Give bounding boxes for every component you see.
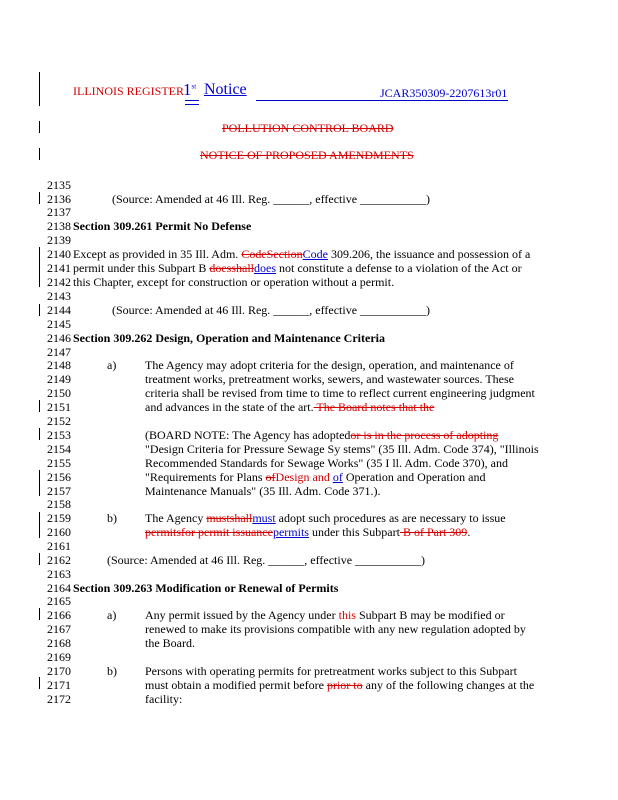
subsection-label: b) [107, 664, 117, 678]
board-note-line: "Design Criteria for Pressure Sewage Sy stems" (35 Ill. Adm. Code 374), "Illinois [145, 442, 539, 456]
line-number: 2151 [47, 400, 71, 414]
line-number: 2171 [47, 678, 71, 692]
paragraph-line: must obtain a modified permit before prior to any of the following changes at the [145, 678, 535, 692]
line-number: 2155 [47, 456, 71, 470]
subsection-label: b) [107, 511, 117, 525]
line-number: 2168 [47, 636, 71, 650]
line-number: 2167 [47, 622, 71, 636]
change-bar [39, 121, 40, 133]
line-number: 2146 [47, 331, 71, 345]
line-number: 2138 [47, 219, 71, 233]
paragraph-line: permitsfor permit issuancepermits under this Subpart B of Part 309. [145, 525, 471, 539]
line-number: 2140 [47, 247, 71, 261]
section-heading: Section 309.262 Design, Operation and Maintenance Criteria [73, 331, 385, 345]
change-bar [39, 553, 40, 565]
change-bar [39, 192, 40, 204]
line-number: 2162 [47, 553, 71, 567]
paragraph-line: renewed to make its provisions compatible with any new regulation adopted by [145, 622, 526, 636]
notice-title: NOTICE OF PROPOSED AMENDMENTS [200, 148, 414, 162]
line-number: 2148 [47, 358, 71, 372]
line-number: 2169 [47, 650, 71, 664]
notice-label: Notice [204, 81, 247, 98]
line-number: 2159 [47, 511, 71, 525]
change-bar [39, 677, 40, 689]
paragraph-line: treatment works, pretreatment works, sewers, and wastewater sources. These [145, 372, 514, 386]
line-number: 2163 [47, 567, 71, 581]
jcar-code: JCAR350309-2207613r01 [380, 86, 508, 100]
paragraph-line: criteria shall be revised from time to time to reflect current engineering judgment [145, 386, 535, 400]
line-number: 2150 [47, 386, 71, 400]
line-number: 2136 [47, 192, 71, 206]
change-bar [39, 148, 40, 160]
page-number-rule [185, 104, 199, 105]
paragraph-line: The Agency mustshallmust adopt such procedures as are necessary to issue [145, 511, 506, 525]
line-number: 2160 [47, 525, 71, 539]
paragraph-line: this Chapter, except for construction or operation without a permit. [73, 275, 395, 289]
change-bar [39, 470, 40, 496]
board-note-line: Maintenance Manuals" (35 Ill. Adm. Code 371.). [145, 484, 381, 498]
subsection-label: a) [107, 358, 117, 372]
paragraph-line: Except as provided in 35 Ill. Adm. CodeSectionCode 309.206, the issuance and possession of a [73, 247, 531, 261]
line-number: 2157 [47, 484, 71, 498]
change-bar [39, 428, 40, 440]
change-bar [39, 400, 40, 412]
line-number: 2145 [47, 317, 71, 331]
line-number: 2141 [47, 261, 71, 275]
change-bar [39, 247, 40, 287]
page-number [183, 80, 196, 100]
board-note-line: Recommended Standards for Sewage Works" (35 I ll. Adm. Code 370), and [145, 456, 508, 470]
line-number: 2139 [47, 233, 71, 247]
line-number: 2161 [47, 539, 71, 553]
paragraph-line: Any permit issued by the Agency under this Subpart B may be modified or [145, 608, 505, 622]
line-number: 2142 [47, 275, 71, 289]
source-note: (Source: Amended at 46 Ill. Reg. ______, effective ___________) [112, 303, 431, 317]
line-number: 2149 [47, 372, 71, 386]
page-number-rule [185, 100, 199, 101]
page-suffix: st [191, 82, 197, 91]
register-title: ILLINOIS REGISTER [73, 84, 184, 98]
change-bar [39, 72, 40, 106]
paragraph-line: Persons with operating permits for pretreatment works subject to this Subpart [145, 664, 517, 678]
line-number: 2152 [47, 414, 71, 428]
change-bar [39, 608, 40, 620]
line-number: 2137 [47, 205, 71, 219]
line-number: 2144 [47, 303, 71, 317]
section-heading: Section 309.263 Modification or Renewal of Permits [73, 581, 339, 595]
line-number: 2153 [47, 428, 71, 442]
line-number: 2166 [47, 608, 71, 622]
subsection-label: a) [107, 608, 117, 622]
paragraph-line: permit under this Subpart B doesshalldoes not constitute a defense to a violation of the Act or [73, 261, 522, 275]
change-bar [39, 512, 40, 538]
paragraph-line: facility: [145, 692, 183, 706]
source-note: (Source: Amended at 46 Ill. Reg. ______, effective ___________) [112, 192, 431, 206]
line-number: 2154 [47, 442, 71, 456]
section-heading: Section 309.261 Permit No Defense [73, 219, 252, 233]
paragraph-line: the Board. [145, 636, 195, 650]
page-number-value: 1 [183, 80, 192, 99]
line-number: 2165 [47, 594, 71, 608]
board-note-line: (BOARD NOTE: The Agency has adoptedor is in the process of adopting [145, 428, 499, 442]
line-number: 2156 [47, 470, 71, 484]
line-number: 2170 [47, 664, 71, 678]
board-note-line: "Requirements for Plans ofDesign and of Operation and Operation and [145, 470, 486, 484]
line-number: 2135 [47, 178, 71, 192]
board-name: POLLUTION CONTROL BOARD [222, 121, 394, 135]
source-note: (Source: Amended at 46 Ill. Reg. ______, effective ___________) [107, 553, 426, 567]
line-number: 2147 [47, 345, 71, 359]
change-bar [39, 304, 40, 316]
paragraph-line: and advances in the state of the art. The Board notes that the [145, 400, 435, 414]
line-number: 2143 [47, 289, 71, 303]
line-number: 2172 [47, 692, 71, 706]
line-number: 2164 [47, 581, 71, 595]
line-number: 2158 [47, 497, 71, 511]
paragraph-line: The Agency may adopt criteria for the design, operation, and maintenance of [145, 358, 514, 372]
